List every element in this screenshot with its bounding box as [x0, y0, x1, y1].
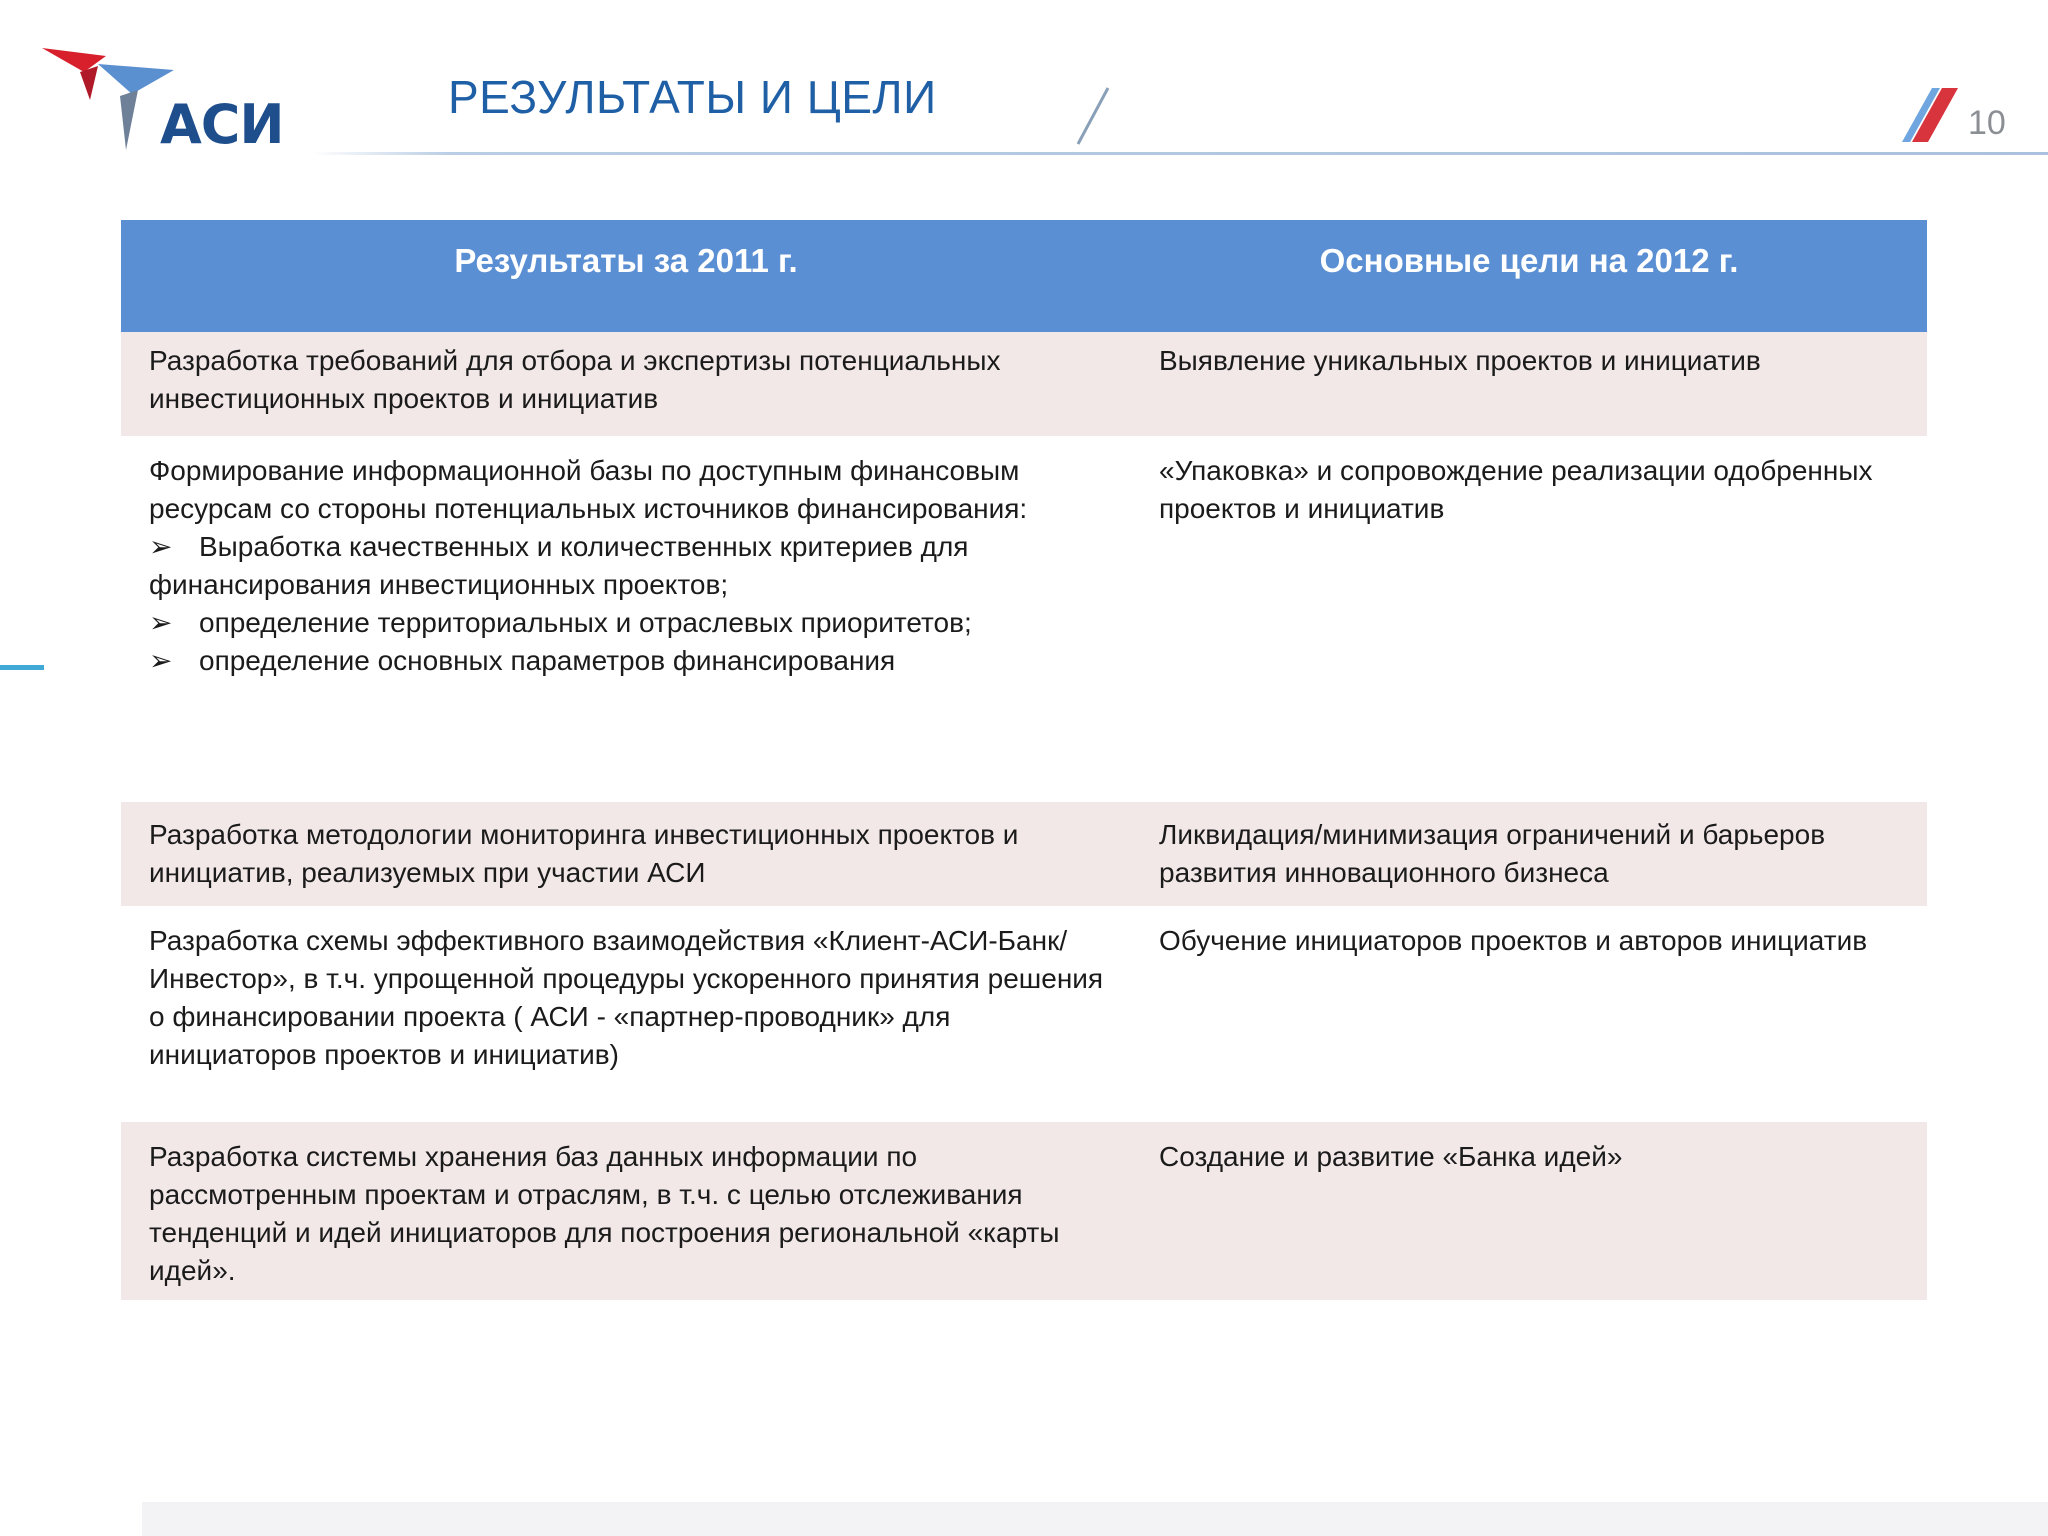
list-item-text: Выработка качественных и количественных критериев для	[199, 531, 969, 562]
slash-decoration-icon	[1072, 86, 1112, 148]
list-item-text: определение основных параметров финансирования	[199, 645, 896, 676]
goal-cell: «Упаковка» и сопровождение реализации одобренных проектов и инициатив	[1159, 455, 1873, 524]
goal-cell: Создание и развитие «Банка идей»	[1159, 1141, 1623, 1172]
table-row	[121, 332, 1927, 436]
corner-stripes-icon	[1898, 88, 1958, 144]
left-accent-tick	[0, 665, 44, 670]
arrow-bullet-icon: ➢	[149, 607, 173, 638]
arrow-bullet-icon: ➢	[149, 531, 173, 562]
goal-cell: Ликвидация/минимизация ограничений и барьеров развития инновационного бизнеса	[1159, 819, 1826, 888]
logo-text: АСИ	[160, 93, 284, 156]
result-text: Формирование информационной базы по доступным финансовым ресурсам со стороны потенциальных источников финансирования:	[149, 455, 1028, 524]
result-cell: Разработка системы хранения баз данных информации по рассмотренным проектам и отраслям, в т.ч. с целью отслеживания тенденций и идей инициаторов для построения региональной «карты идей».	[149, 1141, 1060, 1286]
results-goals-table	[121, 220, 1927, 1300]
arrow-bullet-icon: ➢	[149, 645, 173, 676]
result-cell: Разработка требований для отбора и экспертизы потенциальных инвестиционных проектов и инициатив	[149, 345, 1001, 414]
header-divider	[312, 152, 2048, 155]
table-row	[121, 802, 1927, 906]
list-item	[149, 604, 1107, 642]
column-header-goals: Основные цели на 2012 г.	[1319, 242, 1739, 279]
result-cell: Разработка методологии мониторинга инвестиционных проектов и инициатив, реализуемых при участии АСИ	[149, 819, 1019, 888]
table-row	[121, 906, 1927, 1122]
logo	[38, 42, 284, 162]
list-item-text: определение территориальных и отраслевых приоритетов;	[199, 607, 972, 638]
list-item-continuation: финансирования инвестиционных проектов;	[149, 569, 729, 600]
footer-bar	[142, 1502, 2048, 1536]
list-item	[149, 528, 1107, 566]
goal-cell: Обучение инициаторов проектов и авторов инициатив	[1159, 925, 1868, 956]
page-number: 10	[1968, 104, 2006, 142]
result-cell: Разработка схемы эффективного взаимодействия «Клиент-АСИ-Банк/Инвестор», в т.ч. упрощенной процедуры ускоренного принятия решения о финансировании проекта ( АСИ - «партнер-проводник» для инициаторов проектов и инициатив)	[149, 925, 1104, 1070]
result-cell	[121, 436, 1131, 802]
list-item	[149, 642, 1107, 680]
column-header-results: Результаты за 2011 г.	[454, 242, 798, 279]
table-header	[121, 220, 1927, 332]
page-title: РЕЗУЛЬТАТЫ И ЦЕЛИ	[448, 71, 937, 123]
goal-cell: Выявление уникальных проектов и инициатив	[1159, 345, 1761, 376]
table-row	[121, 1122, 1927, 1300]
table-row	[121, 436, 1927, 802]
